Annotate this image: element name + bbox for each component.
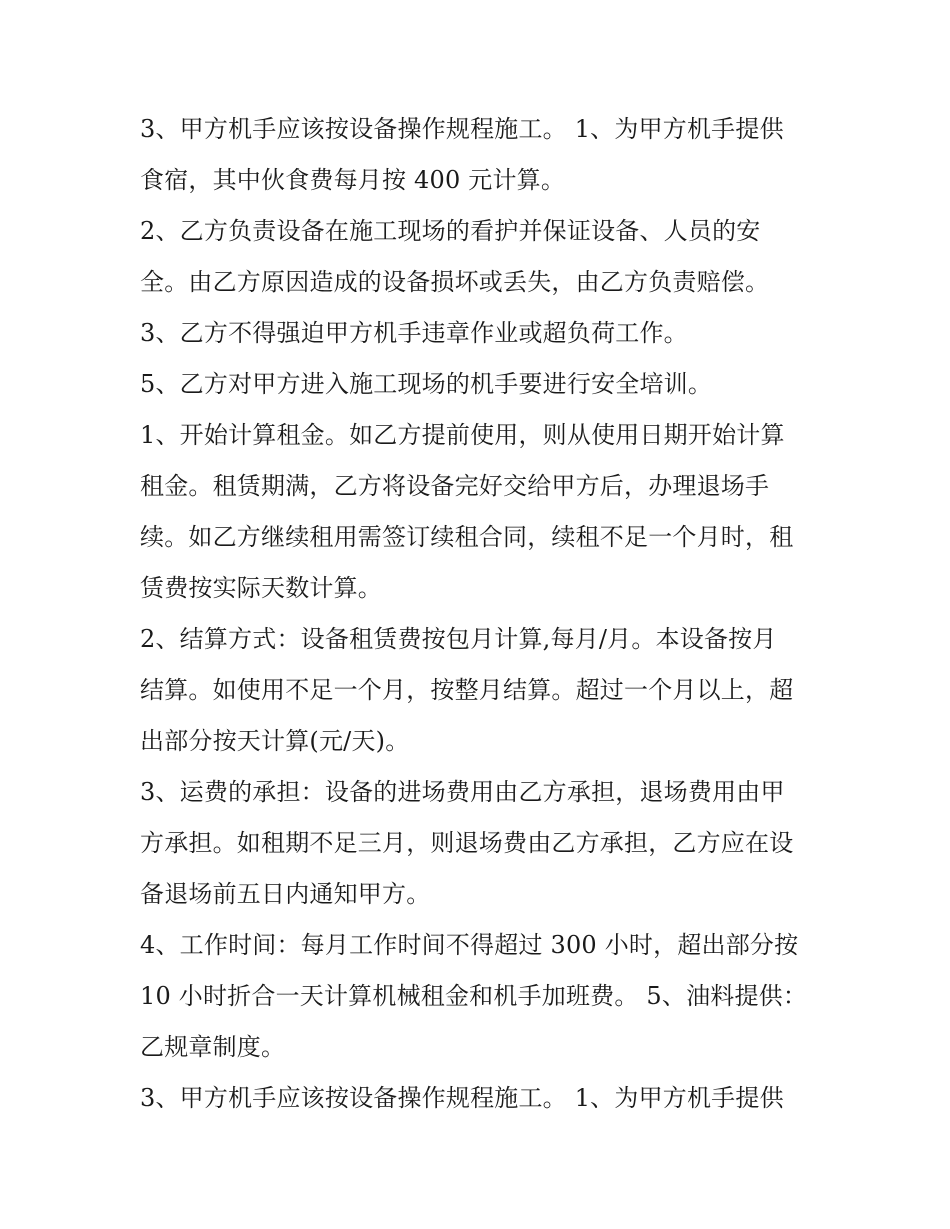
document-body [140,104,830,1124]
text-line: 租金。租赁期满，乙方将设备完好交给甲方后，办理退场手 [140,472,770,500]
text-line: 方承担。如租期不足三月，则退场费由乙方承担，乙方应在设 [140,829,794,857]
text-line: 10 小时折合一天计算机械租金和机手加班费。 5、油料提供： [140,982,808,1010]
paragraph-freight-costs [140,767,830,920]
text-line: 3、乙方不得强迫甲方机手违章作业或超负荷工作。 [140,319,688,347]
text-line: 乙规章制度。 [140,1033,286,1061]
paragraph-operator-rules-repeat [140,1073,830,1124]
text-line: 4、工作时间：每月工作时间不得超过 300 小时，超出部分按 [140,931,799,959]
paragraph-rent-start [140,410,830,614]
text-line: 赁费按实际天数计算。 [140,574,382,602]
paragraph-working-hours [140,920,830,1073]
text-line: 备退场前五日内通知甲方。 [140,880,431,908]
text-line: 全。由乙方原因造成的设备损坏或丢失，由乙方负责赔偿。 [140,268,770,296]
text-line: 2、结算方式：设备租赁费按包月计算,每月/月。本设备按月 [140,625,777,653]
text-line: 食宿，其中伙食费每月按 400 元计算。 [140,166,566,194]
text-line: 2、乙方负责设备在施工现场的看护并保证设备、人员的安 [140,217,761,245]
paragraph-safety-training [140,359,830,410]
text-line: 3、甲方机手应该按设备操作规程施工。 1、为甲方机手提供 [140,1084,784,1112]
text-line: 3、甲方机手应该按设备操作规程施工。 1、为甲方机手提供 [140,115,784,143]
text-line: 续。如乙方继续租用需签订续租合同，续租不足一个月时，租 [140,523,794,551]
paragraph-no-forced-overload [140,308,830,359]
text-line: 1、开始计算租金。如乙方提前使用，则从使用日期开始计算 [140,421,785,449]
text-line: 出部分按天计算(元/天)。 [140,727,410,755]
text-line: 结算。如使用不足一个月，按整月结算。超过一个月以上，超 [140,676,794,704]
paragraph-equipment-custody [140,206,830,308]
text-line: 3、运费的承担：设备的进场费用由乙方承担，退场费用由甲 [140,778,785,806]
paragraph-operator-rules [140,104,830,206]
text-line: 5、乙方对甲方进入施工现场的机手要进行安全培训。 [140,370,713,398]
paragraph-settlement-method [140,614,830,767]
